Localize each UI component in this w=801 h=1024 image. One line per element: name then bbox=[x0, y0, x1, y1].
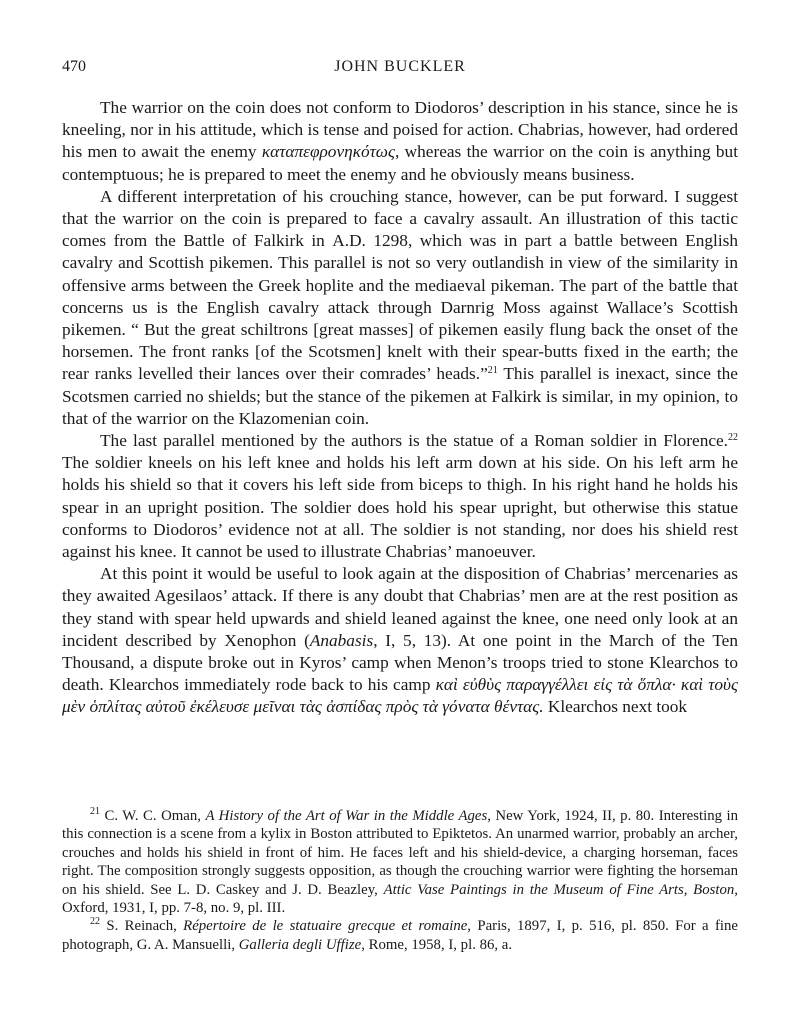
footnote-21 bbox=[62, 807, 738, 917]
page-header bbox=[62, 58, 738, 82]
text-run: 1298, which was in part a battle between English cavalry and Scottish pikemen. This parallel is not so very outlandish in view of the similarity in offensive arms between the Greek hoplite and the mediaeval pikeman. The part of the battle that concerns us is the English cavalry attack through Darnrig Moss against Wallace’s Scottish pikemen. “ But the great schiltrons [great masses] of pikemen easily flung back the onset of the horsemen. The front ranks [of the Scotsmen] knelt with their spear-butts fixed in the earth; the rear ranks levelled their lances over their comrades’ heads.” bbox=[62, 231, 738, 384]
footnotes bbox=[62, 807, 738, 954]
era-abbreviation: A.D. bbox=[332, 231, 366, 251]
text-run: , Paris, 1897, I, p. 516, pl. 850. For a fine photograph, G. A. Mansuelli, bbox=[62, 918, 738, 953]
text-run: , New York, 1924, II, p. 80. Interesting in this connection is a scene from a kylix in Boston attributed to Epiktetos. An unarmed warrior, probably an archer, crouches and holds his shield in front of him. He faces left and his shield-device, a charging horseman, faces right. The composition strongly suggests opposition, as though the crouching warrior were fighting the horseman on his shield. See L. D. Caskey and J. D. Beazley, bbox=[62, 808, 738, 898]
paragraph-2 bbox=[62, 186, 738, 430]
text-run: The warrior on the coin does not conform to Diodoros’ description in his stance, since he is kneeling, nor in his attitude, which is tense and poised for action. Chabrias, however, had ordered his men to await the enemy bbox=[62, 98, 738, 162]
running-head: JOHN BUCKLER bbox=[334, 58, 466, 75]
paragraph-3 bbox=[62, 430, 738, 563]
paragraph-1 bbox=[62, 97, 738, 186]
text-run: At this point it would be useful to look again at the disposition of Chabrias’ mercenaries as they awaited Agesilaos’ attack. If there is any doubt that Chabrias’ men are at the rest position as they stand with spear held upwards and shield leaned against the knee, one need only look at an incident described by Xenophon ( bbox=[62, 564, 738, 650]
footnote-22 bbox=[62, 917, 738, 954]
text-run: A different interpretation of his crouching stance, however, can be put forward. I suggest that the warrior on the coin is prepared to face a cavalry assault. An illustration of this tactic comes from the Battle of Falkirk in bbox=[62, 186, 738, 251]
text-run: The last parallel mentioned by the authors is the statue of a Roman soldier in Florence. bbox=[100, 431, 728, 451]
text-run: Oxford, 1931, I, pp. 7-8, no. 9, pl. III. bbox=[62, 900, 286, 917]
text-run: , Rome, 1958, I, pl. 86, a. bbox=[361, 936, 513, 953]
page-number: 470 bbox=[62, 58, 86, 75]
book-title: Galleria degli Uffize bbox=[238, 936, 362, 953]
text-run: This parallel is inexact, since the Scotsmen carried no shields; but the stance of the pikemen at Falkirk is similar, in my opinion, to that of the warrior on the Klazomenian coin. bbox=[62, 364, 738, 428]
text-run: The soldier kneels on his left knee and holds his left arm down at his side. On his left arm he holds his shield so that it covers his left side from biceps to thigh. In his right hand he holds his spear in an upright position. The soldier does hold his spear upright, but otherwise this statue conforms to Diodoros’ evidence not at all. The soldier is not standing, nor does his shield rest against his knee. It cannot be used to illustrate Chabrias’ manoeuver. bbox=[62, 453, 738, 562]
book-title: Répertoire de le statuaire grecque et romaine bbox=[183, 918, 468, 935]
book-title: Attic Vase Paintings in the Museum of Fine Arts, Boston, bbox=[383, 881, 738, 898]
body-text bbox=[62, 97, 738, 719]
paragraph-4 bbox=[62, 563, 738, 718]
book-title: A History of the Art of War in the Middle Ages bbox=[205, 808, 488, 824]
text-run: , I, 5, 13). At one point in the March of the Ten Thousand, a dispute broke out in Kyros’ camp when Menon’s troops tried to stone Klearchos to death. Klearchos immediately rode back to his camp bbox=[62, 630, 738, 695]
footnote-ref-22: 22 bbox=[728, 432, 738, 444]
greek-quotation: καὶ εὐθὺς παραγγέλλει εἰς τὰ ὅπλα· καὶ τοὺς μὲν ὁπλίτας αὐτοῦ ἐκέλευσε μεῖναι τὰς ἀσπίδας πρὸς τὰ γόνατα θέντας. bbox=[62, 675, 738, 717]
footnote-number: 21 bbox=[90, 806, 100, 817]
text-run: Klearchos next took bbox=[543, 697, 688, 717]
greek-phrase: καταπεφρονηκότως bbox=[261, 142, 396, 162]
footnote-number: 22 bbox=[90, 916, 100, 928]
footnote-ref-21: 21 bbox=[487, 365, 498, 377]
text-run: , whereas the warrior on the coin is anything but contemptuous; he is prepared to meet the enemy and he obviously means business. bbox=[62, 142, 738, 184]
text-run: S. Reinach, bbox=[100, 918, 184, 935]
text-run: C. W. C. Oman, bbox=[100, 808, 206, 824]
work-title: Anabasis bbox=[309, 630, 374, 650]
